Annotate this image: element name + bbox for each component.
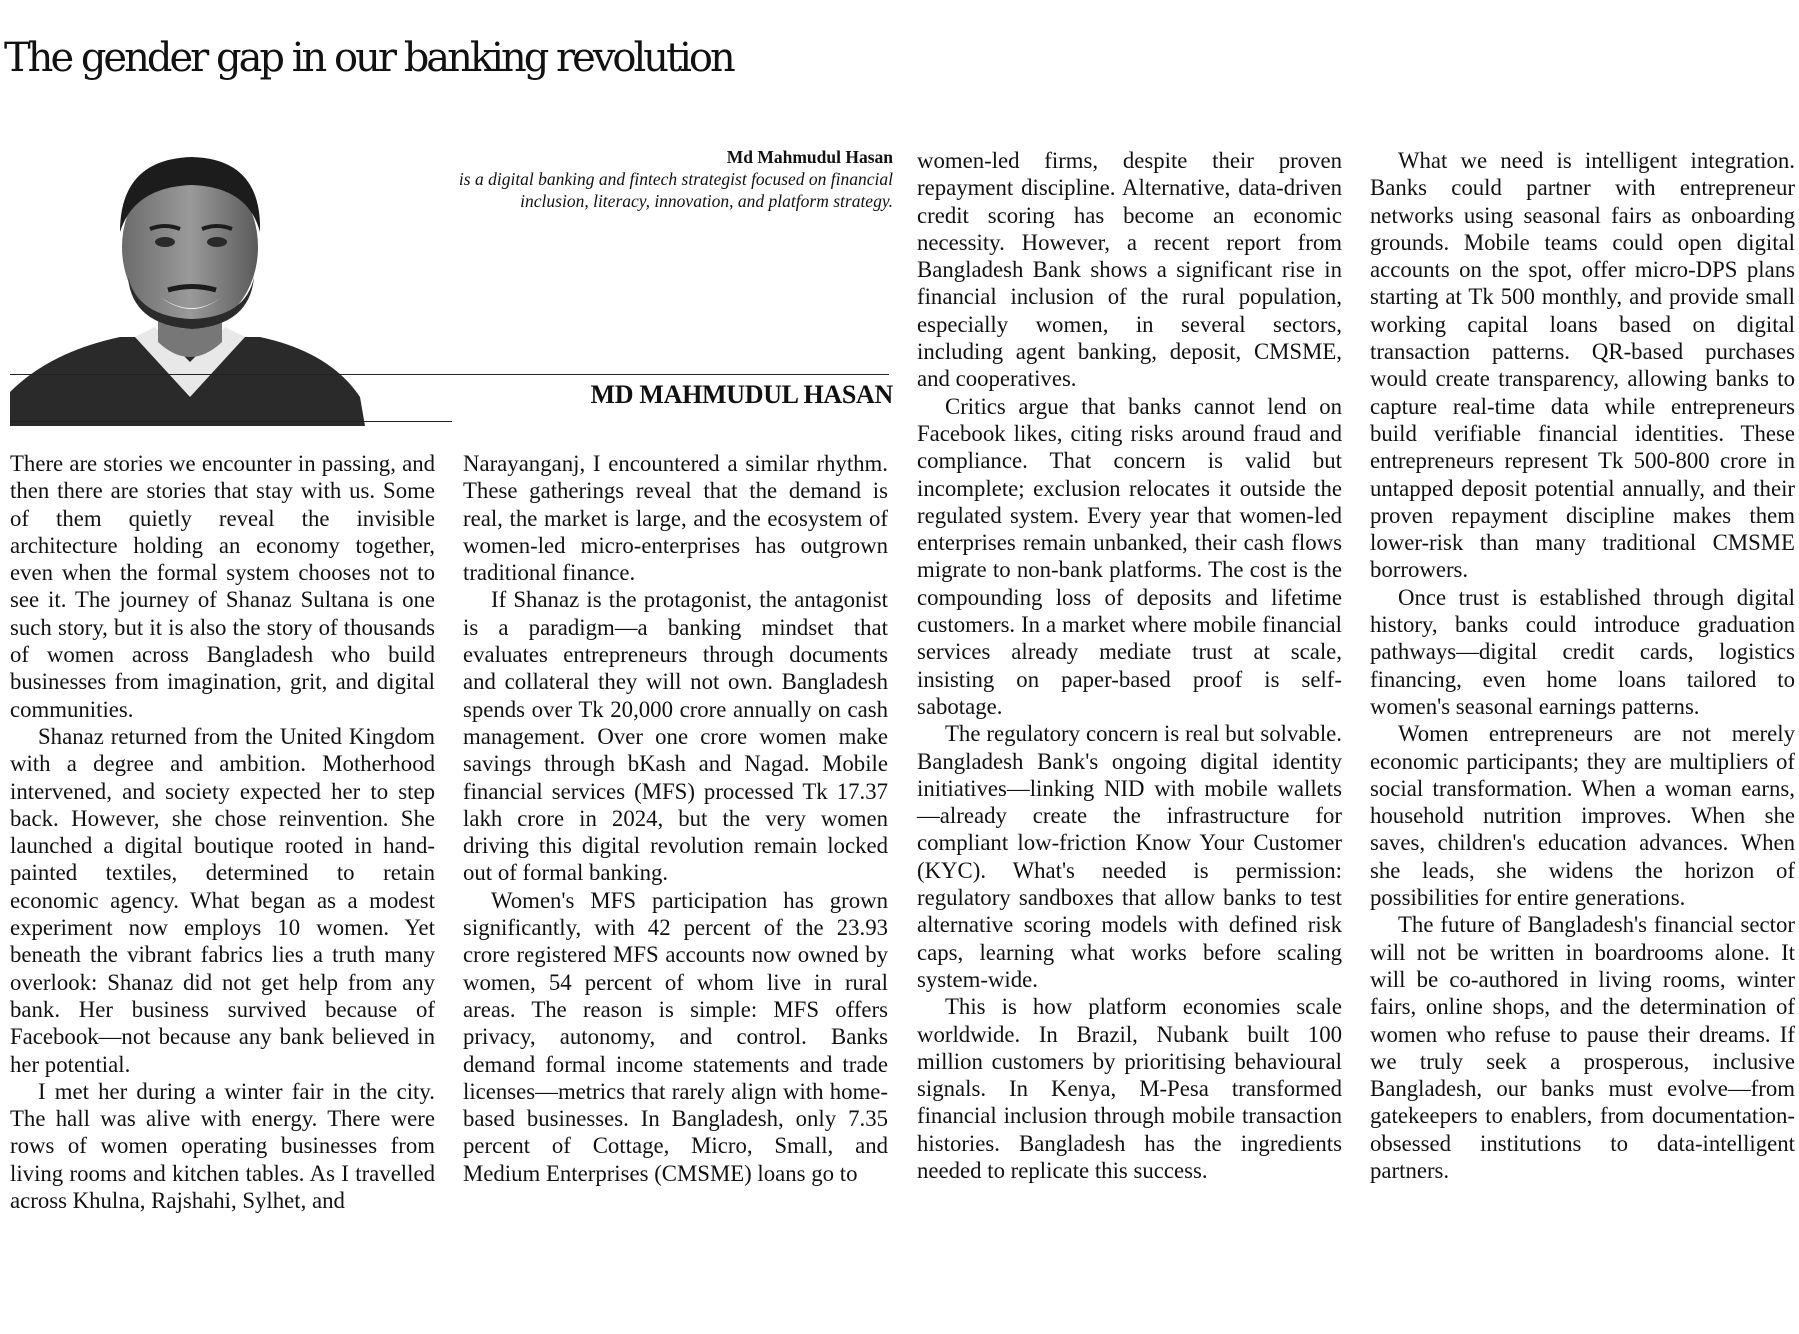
paragraph: What we need is intelligent integration. Banks could partner with entrepreneur networks using seasonal fairs as onboarding grounds. Mobile teams could open digital accounts on the spot, offer micro-DPS plans starting at Tk 500 monthly, and provide small working capital loans based on digital transaction patterns. QR-based purchases would create transparency, allowing banks to capture real-time data while entrepreneurs build verifiable financial identities. These entrepreneurs represent Tk 500-800 crore in untapped deposit potential annually, and their proven repayment discipline makes them lower-risk than many traditional CMSME borrowers. bbox=[1370, 148, 1795, 583]
paragraph: I met her during a winter fair in the city. The hall was alive with energy. There were rows of women operating businesses from living rooms and kitchen tables. As I travelled across Khulna, Rajshahi, Sylhet, and bbox=[10, 1078, 435, 1214]
paragraph: women-led firms, despite their proven repayment discipline. Alternative, data-driven credit scoring has become an economic necessity. However, a recent report from Bangladesh Bank shows a significant rise in financial inclusion of the rural population, especially women, in several sectors, including agent banking, deposit, CMSME, and cooperatives. bbox=[917, 148, 1342, 392]
paragraph: Critics argue that banks cannot lend on Facebook likes, citing risks around fraud and compliance. That concern is valid but incomplete; exclusion relocates it outside the regulated system. Every year that women-led enterprises remain unbanked, their cash flows migrate to non-bank platforms. The cost is the compounding loss of deposits and lifetime customers. In a market where mobile financial services already mediate trust at scale, insisting on paper-based proof is self-sabotage. bbox=[917, 393, 1342, 719]
paragraph: Women's MFS participation has grown significantly, with 42 percent of the 23.93 crore registered MFS accounts now owned by women, 54 percent of whom live in rural areas. The reason is simple: MFS offers privacy, autonomy, and control. Banks demand formal income statements and trade licenses—metrics that rarely align with home-based businesses. In Bangladesh, only 7.35 percent of Cottage, Micro, Small, and Medium Enterprises (CMSME) loans go to bbox=[463, 887, 888, 1186]
byline-rule bbox=[10, 374, 889, 375]
article-column-3 bbox=[917, 147, 1342, 1184]
article-column-1 bbox=[10, 450, 435, 1214]
paragraph: The regulatory concern is real but solvable. Bangladesh Bank's ongoing digital identity initiatives—linking NID with mobile wallets—already create the infrastructure for compliant low-friction Know Your Customer (KYC). What's needed is permission: regulatory sandboxes that allow banks to test alternative scoring models with defined risk caps, learning what works before scaling system-wide. bbox=[917, 721, 1342, 992]
author-bio bbox=[453, 146, 893, 212]
paragraph: Shanaz returned from the United Kingdom with a degree and ambition. Motherhood intervened, and society expected her to step back. However, she chose reinvention. She launched a digital boutique rooted in hand-painted textiles, determined to retain economic agency. What began as a modest experiment now employs 10 women. Yet beneath the vibrant fabrics lies a truth many overlook: Shanaz did not get help from any bank. Her business survived because of Facebook—not because any bank believed in her potential. bbox=[10, 723, 435, 1077]
paragraph: The future of Bangladesh's financial sector will not be written in boardrooms alone. It will be co-authored in living rooms, winter fairs, online shops, and the determination of women who refuse to pause their dreams. If we truly seek a prosperous, inclusive Bangladesh, our banks must evolve—from gatekeepers to enablers, from documentation-obsessed institutions to data-intelligent partners. bbox=[1370, 912, 1795, 1183]
paragraph: This is how platform economies scale worldwide. In Brazil, Nubank built 100 million customers by prioritising behavioural signals. In Kenya, M-Pesa transformed financial inclusion through mobile transaction histories. Bangladesh has the ingredients needed to replicate this success. bbox=[917, 994, 1342, 1183]
author-photo bbox=[10, 147, 390, 426]
divider bbox=[10, 421, 452, 422]
author-name: Md Mahmudul Hasan bbox=[726, 147, 893, 167]
byline: MD MAHMUDUL HASAN bbox=[590, 380, 893, 409]
paragraph: If Shanaz is the protagonist, the antagonist is a paradigm—a banking mindset that evaluates entrepreneurs through documents and collateral they will not own. Bangladesh spends over Tk 20,000 crore annually on cash management. Over one crore women make savings through bKash and Nagad. Mobile financial services (MFS) processed Tk 17.37 lakh crore in 2024, but the very women driving this digital revolution remain locked out of formal banking. bbox=[463, 587, 888, 886]
paragraph: Women entrepreneurs are not merely economic participants; they are multipliers of social transformation. When a woman earns, household nutrition improves. When she saves, children's education advances. When she leads, she widens the horizon of possibilities for entire generations. bbox=[1370, 721, 1795, 911]
article-column-4 bbox=[1370, 147, 1795, 1184]
article-column-2 bbox=[463, 450, 888, 1187]
author-description: is a digital banking and fintech strategist focused on financial inclusion, literacy, innovation, and platform strategy. bbox=[458, 169, 893, 211]
paragraph: There are stories we encounter in passing, and then there are stories that stay with us. Some of them quietly reveal the invisible architecture holding an economy together, even when the formal system chooses not to see it. The journey of Shanaz Sultana is one such story, but it is also the story of thousands of women across Bangladesh who build businesses from imagination, grit, and digital communities. bbox=[10, 451, 435, 722]
paragraph: Once trust is established through digital history, banks could introduce graduation pathways—digital credit cards, logistics financing, even home loans tailored to women's seasonal earnings patterns. bbox=[1370, 584, 1795, 719]
headline: The gender gap in our banking revolution bbox=[4, 35, 733, 81]
paragraph: Narayanganj, I encountered a similar rhythm. These gatherings reveal that the demand is real, the market is large, and the ecosystem of women-led micro-enterprises has outgrown traditional finance. bbox=[463, 451, 888, 586]
